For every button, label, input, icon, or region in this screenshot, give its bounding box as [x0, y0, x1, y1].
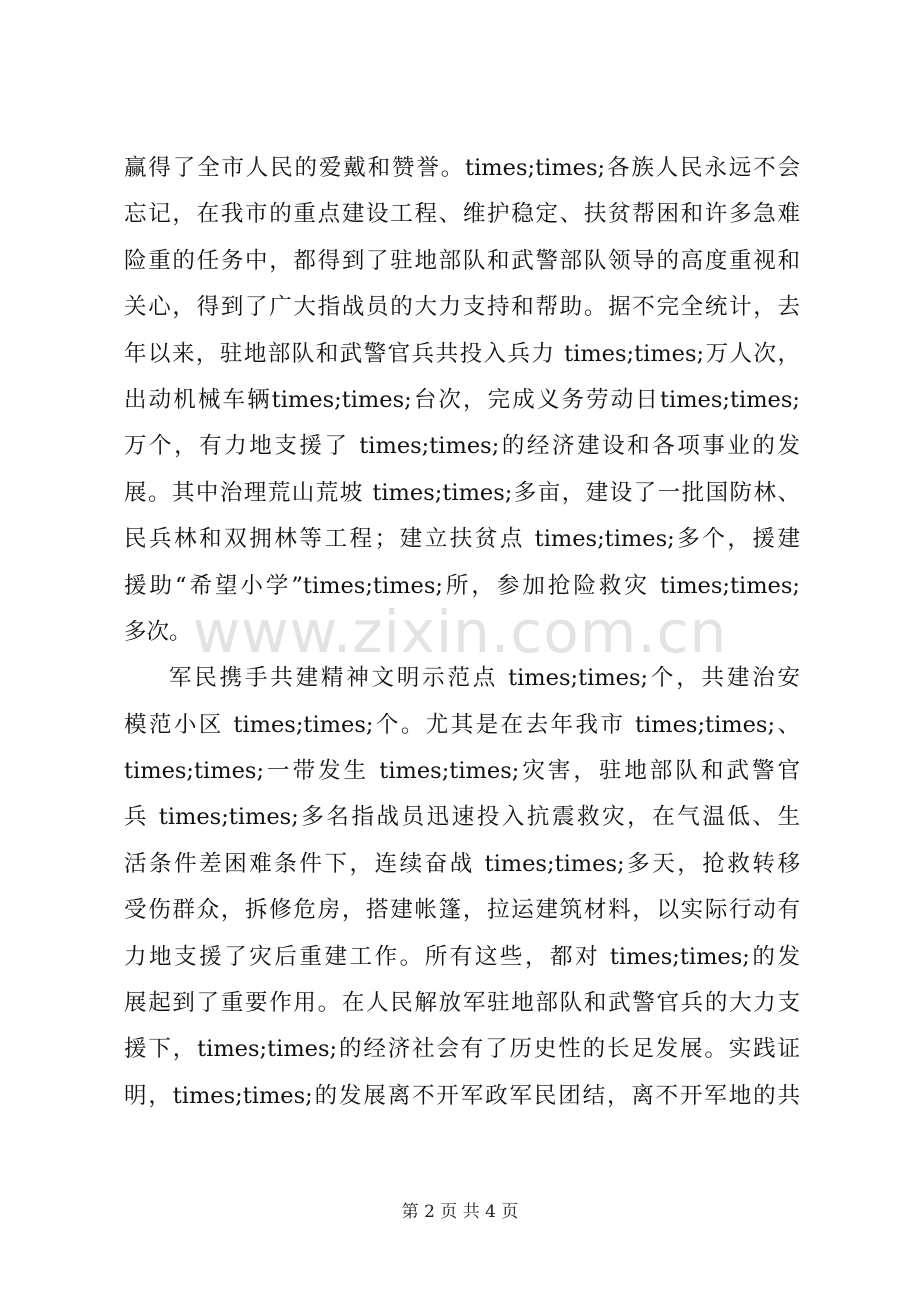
page-number-footer: 第 2 页 共 4 页: [401, 1202, 519, 1222]
text-line: 受伤群众，拆修危房，搭建帐篷，拉运建筑材料，以实际行动有: [124, 897, 800, 924]
text-line: 展。其中治理荒山荒坡 times;times;多亩，建设了一批国防林、: [124, 479, 800, 506]
text-line: 援下，times;times;的经济社会有了历史性的长足发展。实践证: [124, 1036, 800, 1063]
text-line: times;times;一带发生 times;times;灾害，驻地部队和武警官: [124, 758, 800, 785]
text-line: 民兵林和双拥林等工程；建立扶贫点 times;times;多个，援建: [124, 526, 800, 553]
text-line: 军民携手共建精神文明示范点 times;times;个，共建治安: [169, 665, 800, 692]
body-text: [124, 145, 800, 1119]
text-line: 万个，有力地支援了 times;times;的经济建设和各项事业的发: [124, 433, 800, 460]
text-line: 险重的任务中，都得到了驻地部队和武警部队领导的高度重视和: [124, 247, 800, 274]
text-line: 关心，得到了广大指战员的大力支持和帮助。据不完全统计，去: [124, 294, 800, 321]
text-line: 力地支援了灾后重建工作。所有这些，都对 times;times;的发: [124, 943, 800, 970]
text-line: 援助“希望小学”times;times;所，参加抢险救灾 times;times;: [124, 572, 800, 599]
watermark: www.zixin.com.cn: [192, 598, 728, 666]
text-line: 活条件差困难条件下，连续奋战 times;times;多天，抢救转移: [124, 850, 800, 877]
text-line: 出动机械车辆times;times;台次，完成义务劳动日times;times;: [124, 386, 800, 413]
text-line: 年以来，驻地部队和武警官兵共投入兵力 times;times;万人次，: [124, 340, 800, 367]
text-line: 展起到了重要作用。在人民解放军驻地部队和武警官兵的大力支: [124, 990, 800, 1017]
text-line: 模范小区 times;times;个。尤其是在去年我市 times;times;、: [124, 711, 800, 738]
text-line: 赢得了全市人民的爱戴和赞誉。times;times;各族人民永远不会: [124, 155, 800, 181]
text-line: 兵 times;times;多名指战员迅速投入抗震救灾，在气温低、生: [124, 804, 800, 831]
text-line: 多次。: [124, 618, 192, 645]
paragraph-2: [124, 655, 800, 1119]
paragraph-1: [124, 145, 800, 655]
text-line: 忘记，在我市的重点建设工程、维护稳定、扶贫帮困和许多急难: [124, 201, 800, 228]
text-line: 明，times;times;的发展离不开军政军民团结，离不开军地的共: [124, 1082, 800, 1109]
